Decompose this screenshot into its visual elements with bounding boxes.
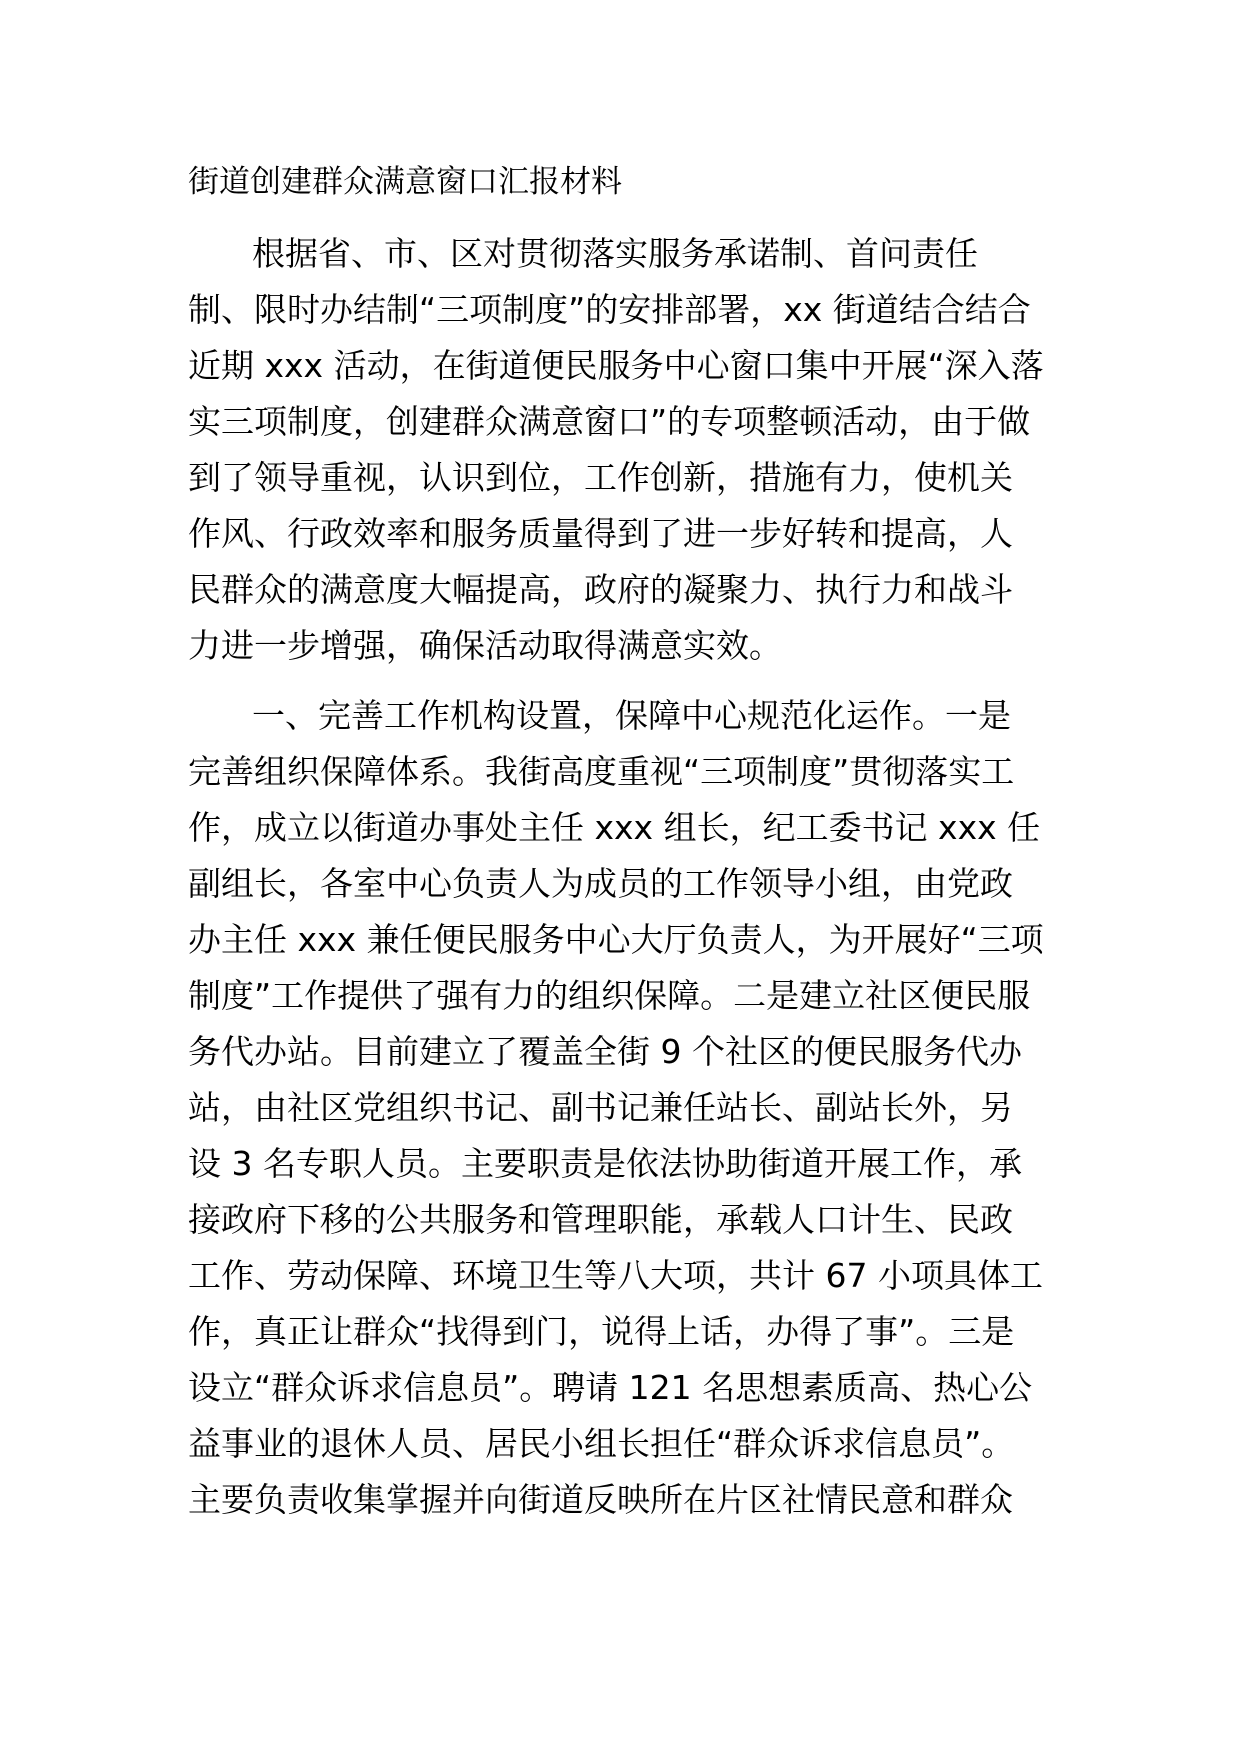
paragraph-2-line-15: 主要负责收集掌握并向街道反映所在片区社情民意和群众: [188, 1480, 1013, 1519]
document-title: 街道创建群众满意窗口汇报材料: [188, 164, 622, 200]
paragraph-2-line-4: 副组长，各室中心负责人为成员的工作领导小组，由党政: [188, 864, 1013, 903]
paragraph-2-line-9: 设 3 名专职人员。主要职责是依法协助街道开展工作，承: [188, 1144, 1022, 1183]
paragraph-2-line-2: 完善组织保障体系。我街高度重视“三项制度”贯彻落实工: [188, 752, 1015, 791]
paragraph-1-line-6: 作风、行政效率和服务质量得到了进一步好转和提高，人: [188, 514, 1013, 553]
paragraph-1-line-2: 制、限时办结制“三项制度”的安排部署，xx 街道结合结合: [188, 290, 1031, 329]
paragraph-1-line-7: 民群众的满意度大幅提高，政府的凝聚力、执行力和战斗: [188, 570, 1013, 609]
paragraph-2-line-5: 办主任 xxx 兼任便民服务中心大厅负责人，为开展好“三项: [188, 920, 1044, 959]
paragraph-2-line-10: 接政府下移的公共服务和管理职能，承载人口计生、民政: [188, 1200, 1013, 1239]
paragraph-1-line-5: 到了领导重视，认识到位，工作创新，措施有力，使机关: [188, 458, 1013, 497]
paragraph-2-line-14: 益事业的退休人员、居民小组长担任“群众诉求信息员”。: [188, 1424, 1015, 1463]
paragraph-2-line-1: 一、完善工作机构设置，保障中心规范化运作。一是: [252, 696, 1011, 735]
paragraph-2-line-6: 制度”工作提供了强有力的组织保障。二是建立社区便民服: [188, 976, 1031, 1015]
paragraph-1-line-4: 实三项制度，创建群众满意窗口”的专项整顿活动，由于做: [188, 402, 1031, 441]
paragraph-1-line-1: 根据省、市、区对贯彻落实服务承诺制、首问责任: [252, 234, 978, 273]
paragraph-2-line-11: 工作、劳动保障、环境卫生等八大项，共计 67 小项具体工: [188, 1256, 1043, 1295]
paragraph-2-line-3: 作，成立以街道办事处主任 xxx 组长，纪工委书记 xxx 任: [188, 808, 1041, 847]
paragraph-2-line-7: 务代办站。目前建立了覆盖全街 9 个社区的便民服务代办: [188, 1032, 1022, 1071]
paragraph-2-line-8: 站，由社区党组织书记、副书记兼任站长、副站长外，另: [188, 1088, 1013, 1127]
paragraph-1-line-8: 力进一步增强，确保活动取得满意实效。: [188, 626, 782, 665]
paragraph-1-line-3: 近期 xxx 活动，在街道便民服务中心窗口集中开展“深入落: [188, 346, 1044, 385]
paragraph-2-line-12: 作，真正让群众“找得到门，说得上话，办得了事”。三是: [188, 1312, 1015, 1351]
paragraph-2-line-13: 设立“群众诉求信息员”。聘请 121 名思想素质高、热心公: [188, 1368, 1033, 1407]
